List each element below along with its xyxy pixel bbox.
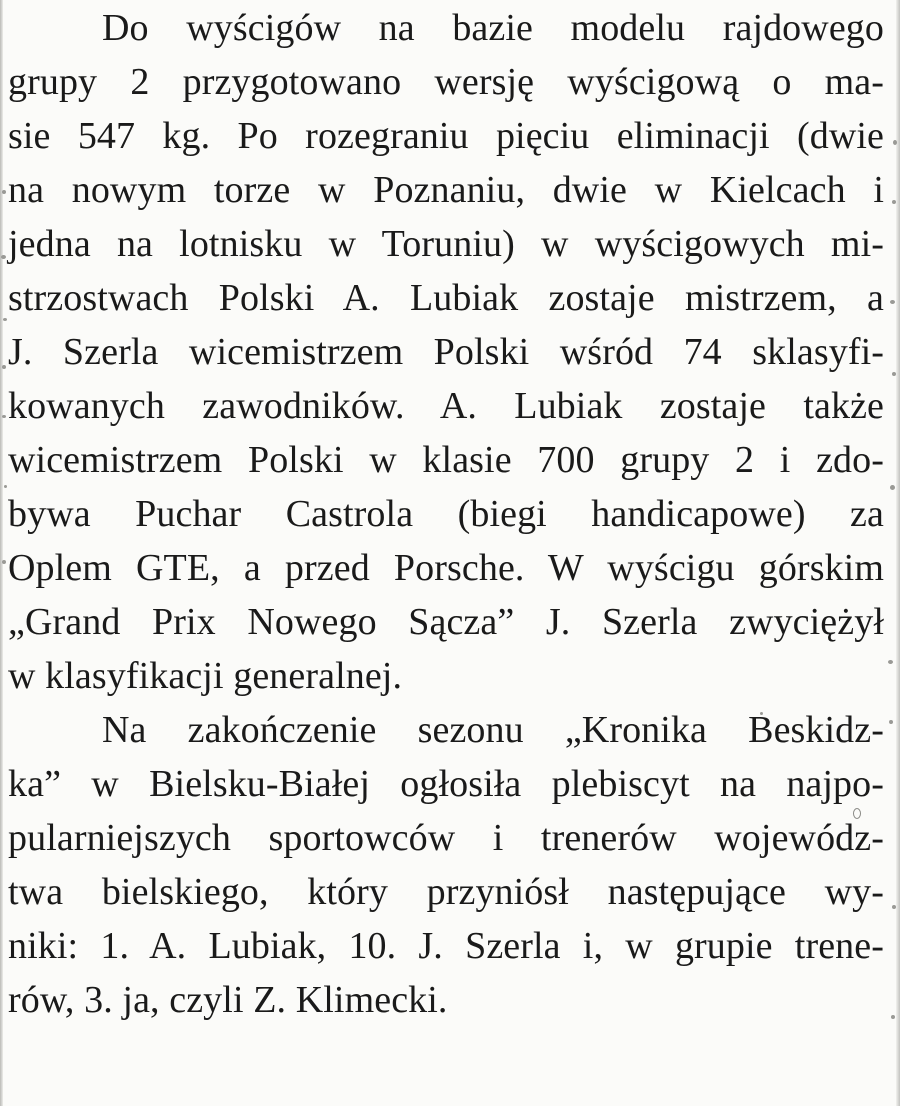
- scan-edge-right: [896, 0, 900, 1106]
- paragraph-2-line-4: twa bielskiego, który przyniósł następujące wy-: [8, 871, 884, 913]
- paragraph-1-line-5: jedna na lotnisku w Toruniu) w wyścigowych mi-: [8, 223, 884, 265]
- scan-edge-left: [0, 0, 3, 1106]
- paragraph-1-line-3: sie 547 kg. Po rozegraniu pięciu eliminacji (dwie: [8, 115, 884, 157]
- paragraph-1-line-9: wicemistrzem Polski w klasie 700 grupy 2 i zdo-: [8, 439, 884, 481]
- paragraph-1-line-4: na nowym torze w Poznaniu, dwie w Kielcach i: [8, 169, 884, 211]
- paragraph-1-line-13: w klasyfikacji generalnej.: [8, 655, 403, 697]
- paragraph-2-line-1: Na zakończenie sezonu „Kronika Beskidz-: [102, 709, 884, 751]
- paragraph-2-line-5: niki: 1. A. Lubiak, 10. J. Szerla i, w grupie trene-: [8, 925, 884, 967]
- paragraph-2-line-6: rów, 3. ja, czyli Z. Klimecki.: [8, 979, 448, 1021]
- paragraph-1-line-8: kowanych zawodników. A. Lubiak zostaje także: [8, 385, 884, 427]
- paragraph-1-line-7: J. Szerla wicemistrzem Polski wśród 74 sklasyfi-: [8, 331, 884, 373]
- paragraph-2-line-2: ka” w Bielsku-Białej ogłosiła plebiscyt na najpo-: [8, 763, 884, 805]
- paragraph-1-line-12: „Grand Prix Nowego Sącza” J. Szerla zwyciężył: [8, 601, 884, 643]
- paragraph-1-line-6: strzostwach Polski A. Lubiak zostaje mistrzem, a: [8, 277, 884, 319]
- paragraph-1-line-2: grupy 2 przygotowano wersję wyścigową o ma-: [8, 61, 884, 103]
- paragraph-2-line-3: pularniejszych sportowców i trenerów wojewódz-: [8, 817, 884, 859]
- paragraph-1-line-11: Oplem GTE, a przed Porsche. W wyścigu górskim: [8, 547, 884, 589]
- paragraph-1-line-10: bywa Puchar Castrola (biegi handicapowe) za: [8, 493, 884, 535]
- paragraph-1-line-1: Do wyścigów na bazie modelu rajdowego: [102, 7, 884, 49]
